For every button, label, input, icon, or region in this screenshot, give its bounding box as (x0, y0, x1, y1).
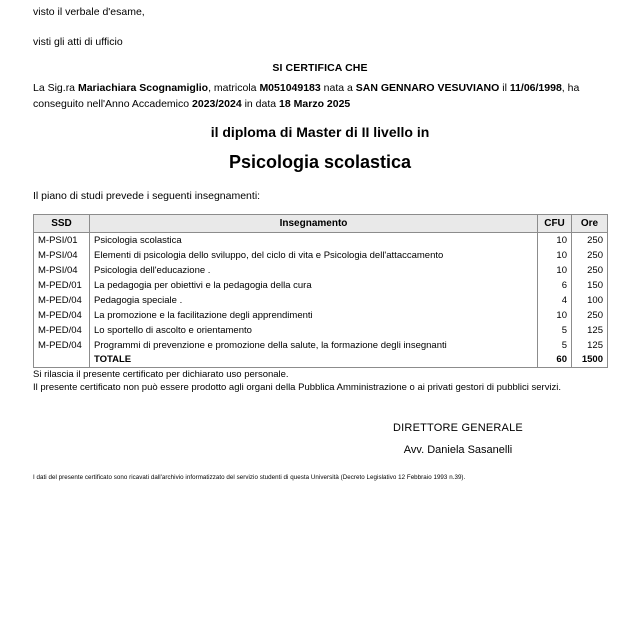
certify-heading: SI CERTIFICA CHE (272, 62, 368, 74)
statement-mid-3: il (499, 82, 510, 94)
cell-ore: 125 (587, 324, 603, 336)
cell-ssd: M-PED/04 (34, 308, 90, 323)
cell-cfu: 10 (538, 248, 572, 263)
cell-ore: 250 (587, 249, 603, 261)
cell-ssd: M-PED/04 (34, 338, 90, 353)
cell-total-ssd-empty (34, 353, 90, 368)
study-plan-intro: Il piano di studi prevede i seguenti insegnamenti: (33, 190, 261, 202)
preamble-line-2: visti gli atti di ufficio (33, 36, 123, 48)
cell-ssd: M-PSI/04 (34, 248, 90, 263)
courses-table (33, 214, 608, 368)
note-line-2: Il presente certificato non può essere prodotto agli organi della Pubblica Amministrazione o ai privati gestori di pubblici servizi. (33, 381, 562, 393)
birth-place: SAN GENNARO VESUVIANO (355, 82, 500, 94)
cell-insegnamento: Psicologia scolastica (90, 233, 538, 248)
award-date: 18 Marzo 2025 (279, 98, 351, 110)
cell-ore: 250 (587, 309, 603, 321)
column-header-ore: Ore (572, 215, 608, 233)
cell-cfu: 10 (538, 233, 572, 248)
fineprint-disclaimer: I dati del presente certificato sono ricavati dall'archivio informatizzato del servizio studenti di questa Università (Decreto Legislativo 12 Febbraio 1993 n.39). (33, 474, 466, 481)
cell-total-ore: 1500 (581, 354, 603, 366)
cell-cfu: 10 (538, 263, 572, 278)
table-row (34, 323, 608, 338)
statement-mid-1: , matricola (208, 82, 260, 94)
preamble-line-1: visto il verbale d'esame, (33, 6, 145, 18)
cell-insegnamento: Programmi di prevenzione e promozione della salute, la formazione degli insegnanti (90, 338, 538, 353)
column-header-insegnamento: Insegnamento (90, 215, 538, 233)
table-row (34, 278, 608, 293)
column-header-cfu: CFU (538, 215, 572, 233)
statement-mid-5: in data (241, 98, 280, 110)
cell-insegnamento: La promozione e la facilitazione degli apprendimenti (90, 308, 538, 323)
table-row (34, 308, 608, 323)
cell-insegnamento: Psicologia dell'educazione . (90, 263, 538, 278)
cell-cfu: 6 (538, 278, 572, 293)
cell-cfu: 10 (538, 308, 572, 323)
cell-insegnamento: La pedagogia per obiettivi e la pedagogia della cura (90, 278, 538, 293)
cell-insegnamento: Pedagogia speciale . (90, 293, 538, 308)
cell-cfu: 5 (538, 338, 572, 353)
cell-ore: 250 (587, 264, 603, 276)
cell-insegnamento: Lo sportello di ascolto e orientamento (90, 323, 538, 338)
courses-table-body (34, 233, 608, 368)
statement-mid-2: nata a (320, 82, 356, 94)
cell-ssd: M-PSI/04 (34, 263, 90, 278)
notes-block (33, 369, 613, 394)
cell-total-label: TOTALE (90, 353, 538, 368)
table-header-row (34, 215, 608, 233)
signature-block (308, 417, 608, 461)
diploma-line: il diploma di Master di II livello in (210, 124, 430, 140)
table-row (34, 248, 608, 263)
birth-date: 11/06/1998 (509, 82, 562, 94)
certificate-statement (33, 80, 611, 112)
cell-ore: 150 (587, 279, 603, 291)
cell-ssd: M-PED/04 (34, 323, 90, 338)
course-title: Psicologia scolastica (228, 152, 412, 172)
student-name: Mariachiara Scognamiglio (77, 82, 209, 94)
cell-cfu: 4 (538, 293, 572, 308)
cell-ssd: M-PED/04 (34, 293, 90, 308)
courses-table-head (34, 215, 608, 233)
table-total-row (34, 353, 608, 368)
cell-ore: 250 (587, 234, 603, 246)
cell-ore: 125 (587, 339, 603, 351)
statement-mid-4: , ha conseguito nell'Anno Accademico (33, 82, 580, 110)
cell-insegnamento: Elementi di psicologia dello sviluppo, del ciclo di vita e Psicologia dell'attaccamento (90, 248, 538, 263)
matricola-number: M051049183 (259, 82, 321, 94)
table-row (34, 263, 608, 278)
table-row (34, 338, 608, 353)
note-line-1: Si rilascia il presente certificato per dichiarato uso personale. (33, 369, 289, 380)
preamble-block (33, 0, 608, 49)
table-row (34, 293, 608, 308)
table-row (34, 233, 608, 248)
cell-total-cfu: 60 (538, 353, 572, 368)
cell-ssd: M-PED/01 (34, 278, 90, 293)
cell-ore: 100 (587, 294, 603, 306)
statement-prefix: La Sig.ra (33, 82, 78, 94)
academic-year: 2023/2024 (192, 98, 242, 110)
signature-role: DIRETTORE GENERALE (393, 422, 523, 434)
cell-ssd: M-PSI/01 (34, 233, 90, 248)
signature-name: Avv. Daniela Sasanelli (403, 444, 513, 456)
cell-cfu: 5 (538, 323, 572, 338)
column-header-ssd: SSD (34, 215, 90, 233)
